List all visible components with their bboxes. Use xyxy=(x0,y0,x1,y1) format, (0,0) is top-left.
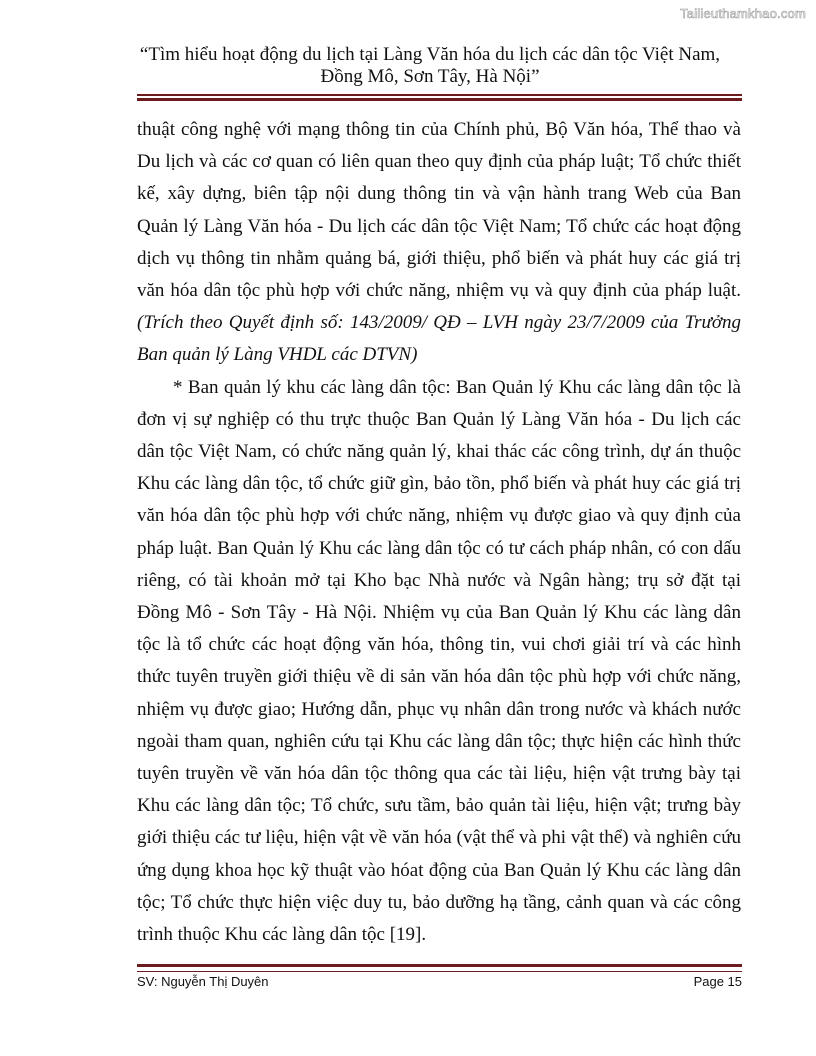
footer-rule xyxy=(137,964,742,973)
page-footer xyxy=(137,974,742,989)
document-body xyxy=(137,114,741,951)
running-header xyxy=(120,44,740,88)
paragraph-2: * Ban quản lý khu các làng dân tộc: Ban Quản lý Khu các làng dân tộc là đơn vị sự nghiệp có thu trực thuộc Ban Quản lý Làng Văn hóa - Du lịch các dân tộc Việt Nam, có chức năng quản lý, khai thác các công trình, dự án thuộc Khu các làng dân tộc, tổ chức giữ gìn, bảo tồn, phổ biến và phát huy các giá trị văn hóa dân tộc phù hợp với chức năng, nhiệm vụ được giao và quy định của pháp luật. Ban Quản lý Khu các làng dân tộc có tư cách pháp nhân, có con dấu riêng, có tài khoản mở tại Kho bạc Nhà nước và Ngân hàng; trụ sở đặt tại Đồng Mô - Sơn Tây - Hà Nội. Nhiệm vụ của Ban Quản lý Khu các làng dân tộc là tổ chức các hoạt động văn hóa, thông tin, vui chơi giải trí và các hình thức tuyên truyền giới thiệu về di sản văn hóa dân tộc phù hợp với chức năng, nhiệm vụ được giao; Hướng dẫn, phục vụ nhân dân trong nước và khách nước ngoài tham quan, nghiên cứu tại Khu các làng dân tộc; thực hiện các hình thức tuyên truyền về văn hóa dân tộc thông qua các tài liệu, hiện vật trưng bày tại Khu các làng dân tộc; Tổ chức, sưu tầm, bảo quản tài liệu, hiện vật; trưng bày giới thiệu các tư liệu, hiện vật về văn hóa (vật thể và phi vật thể) và nghiên cứu ứng dụng khoa học kỹ thuật vào hóat động của Ban Quản lý Khu các làng dân tộc; Tổ chức thực hiện việc duy tu, bảo dưỡng hạ tầng, cảnh quan và các công trình thuộc Khu các làng dân tộc [19]. xyxy=(137,376,741,946)
header-line-1: “Tìm hiểu hoạt động du lịch tại Làng Văn hóa du lịch các dân tộc Việt Nam, xyxy=(139,44,721,65)
citation: (Trích theo Quyết định số: 143/2009/ QĐ – LVH ngày 23/7/2009 của Trưởng Ban quản lý Làng VHDL các DTVN) xyxy=(137,312,741,366)
header-line-2: Đồng Mô, Sơn Tây, Hà Nội” xyxy=(320,66,540,87)
footer-author: SV: Nguyễn Thị Duyên xyxy=(137,974,269,989)
paragraph-1 xyxy=(137,114,741,372)
paragraph-1-text: thuật công nghệ với mạng thông tin của Chính phủ, Bộ Văn hóa, Thể thao và Du lịch và các cơ quan có liên quan theo quy định của pháp luật; Tổ chức thiết kế, xây dựng, biên tập nội dung thông tin và vận hành trang Web của Ban Quản lý Làng Văn hóa - Du lịch các dân tộc Việt Nam; Tổ chức các hoạt động dịch vụ thông tin nhằm quảng bá, giới thiệu, phổ biến và phát huy các giá trị văn hóa dân tộc phù hợp với chức năng, nhiệm vụ và quy định của pháp luật. xyxy=(137,119,741,302)
header-rule xyxy=(137,94,742,102)
page-number: Page 15 xyxy=(693,974,742,989)
watermark: Tailieuthamkhao.com xyxy=(680,6,806,21)
